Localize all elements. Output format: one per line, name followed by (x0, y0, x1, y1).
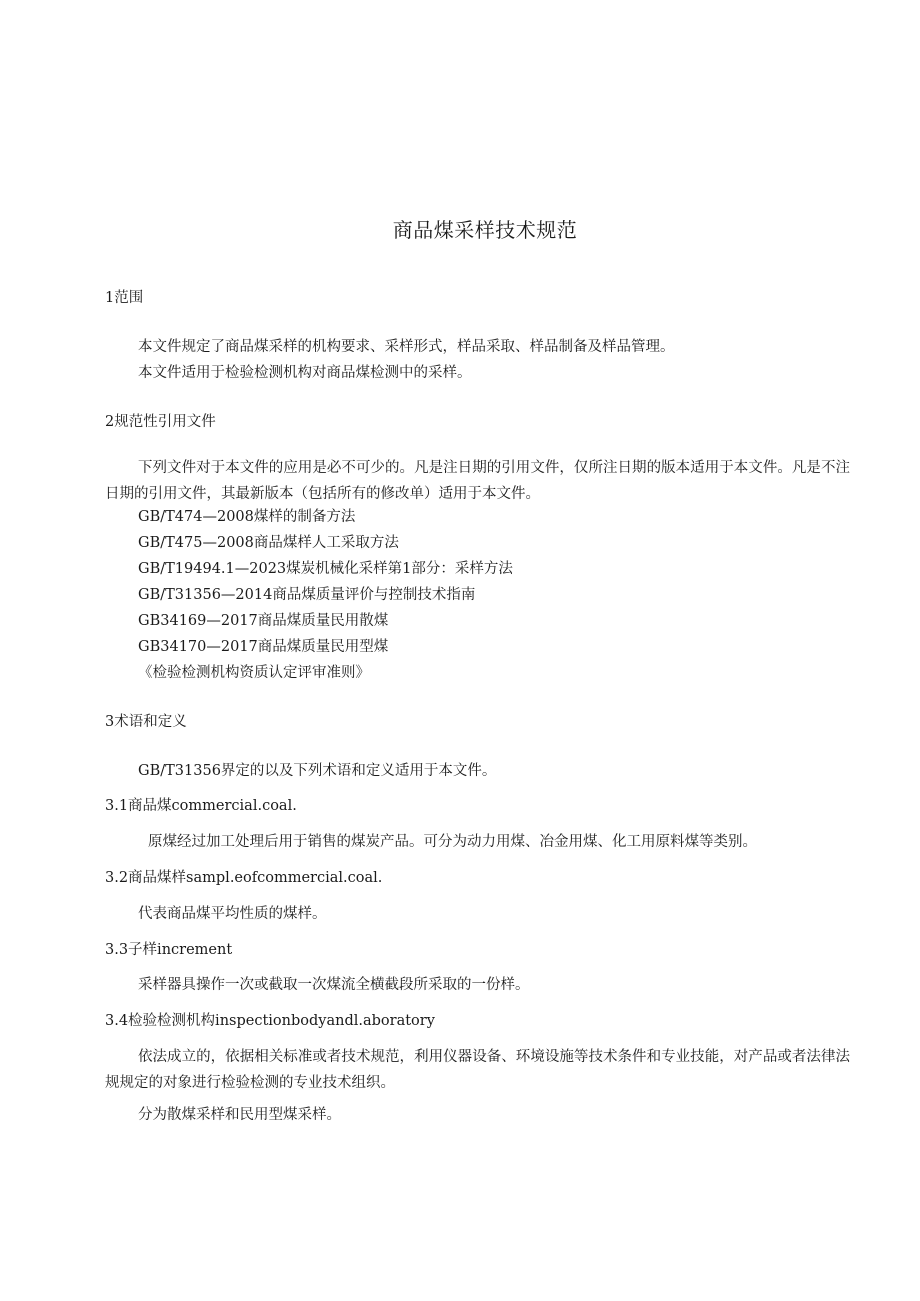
reference-item: GB/T31356—2014商品煤质量评价与控制技术指南 (138, 587, 476, 603)
reference-item: GB/T19494.1—2023煤炭机械化采样第1部分：采样方法 (138, 561, 513, 577)
section-3-note: 分为散煤采样和民用型煤采样。 (138, 1107, 341, 1123)
term-3-1-definition: 原煤经过加工处理后用于销售的煤炭产品。可分为动力用煤、冶金用煤、化工用原料煤等类别。 (148, 834, 757, 850)
term-3-2-definition: 代表商品煤平均性质的煤样。 (138, 906, 327, 922)
document-title: 商品煤采样技术规范 (392, 218, 578, 242)
term-3-4-definition: 依法成立的，依据相关标准或者技术规范，利用仪器设备、环境设施等技术条件和专业技能，对产品或者法律法规规定的对象进行检验检测的专业技术组织。 (105, 1049, 850, 1091)
term-3-2-heading: 3.2商品煤样sampl.eofcommercial.coal. (105, 870, 383, 886)
section-2-heading: 2规范性引用文件 (105, 414, 216, 430)
reference-item: 《检验检测机构资质认定评审准则》 (138, 665, 370, 681)
reference-item: GB/T474—2008煤样的制备方法 (138, 509, 356, 525)
term-3-3-definition: 采样器具操作一次或截取一次煤流全横截段所采取的一份样。 (138, 977, 530, 993)
section-1-paragraph-1: 本文件规定了商品煤采样的机构要求、采样形式，样品采取、样品制备及样品管理。 (138, 339, 675, 355)
section-3-heading: 3术语和定义 (105, 714, 187, 730)
term-3-4-heading: 3.4检验检测机构inspectionbodyandl.aboratory (105, 1013, 435, 1029)
term-3-3-heading: 3.3子样increment (105, 942, 233, 958)
section-1-heading: 1范围 (105, 290, 144, 306)
reference-item: GB34170—2017商品煤质量民用型煤 (138, 639, 389, 655)
term-3-1-heading: 3.1商品煤commercial.coal. (105, 798, 297, 814)
section-1-paragraph-2: 本文件适用于检验检测机构对商品煤检测中的采样。 (138, 365, 472, 381)
section-3-intro: GB/T31356界定的以及下列术语和定义适用于本文件。 (138, 763, 497, 779)
reference-item: GB34169—2017商品煤质量民用散煤 (138, 613, 389, 629)
reference-item: GB/T475—2008商品煤样人工采取方法 (138, 535, 399, 551)
section-2-intro: 下列文件对于本文件的应用是必不可少的。凡是注日期的引用文件，仅所注日期的版本适用于本文件。凡是不注日期的引用文件，其最新版本（包括所有的修改单）适用于本文件。 (105, 460, 850, 502)
